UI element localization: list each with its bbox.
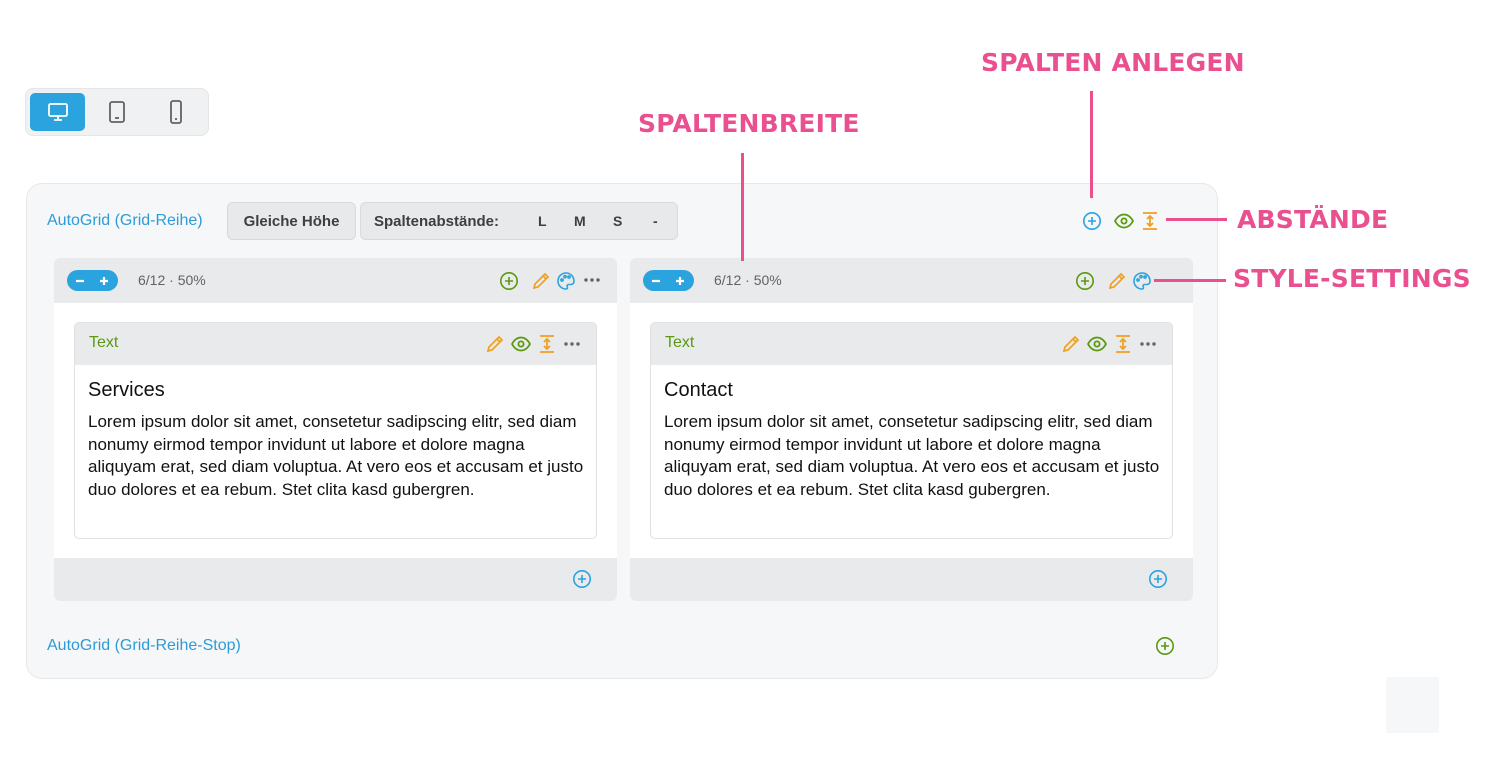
annotation-spaltenbreite: SPALTENBREITE xyxy=(638,109,860,138)
autogrid-container xyxy=(26,183,1218,679)
spacing-icon[interactable] xyxy=(1141,211,1159,231)
edit-pencil-icon[interactable] xyxy=(1061,334,1081,354)
more-options-icon[interactable] xyxy=(563,338,581,350)
tablet-view-button[interactable] xyxy=(89,93,144,131)
edit-pencil-icon[interactable] xyxy=(485,334,505,354)
element-body-text: Lorem ipsum dolor sit amet, consetetur sadipscing elitr, sed diam nonumy eirmod tempor invidunt ut labore et dolore magna aliquyam erat, sed diam voluptua. At vero eos et accusam et justo duo dolores et ea rebum. Stet clita kasd gubergren. xyxy=(88,412,584,499)
desktop-view-button[interactable] xyxy=(30,93,85,131)
style-palette-icon[interactable] xyxy=(556,271,576,291)
edit-pencil-icon[interactable] xyxy=(531,271,551,291)
text-element-card xyxy=(650,322,1173,539)
annotation-line xyxy=(1166,218,1227,221)
annotation-abstaende: ABSTÄNDE xyxy=(1237,205,1389,234)
column-gap-selector xyxy=(360,202,678,240)
element-header xyxy=(651,323,1172,365)
spacing-icon[interactable] xyxy=(1114,334,1132,354)
column-footer xyxy=(54,558,617,601)
column-width-stepper[interactable] xyxy=(67,270,118,291)
column-gap-label: Spaltenabstände: xyxy=(374,212,500,230)
annotation-spalten-anlegen: SPALTEN ANLEGEN xyxy=(981,48,1245,77)
column-footer xyxy=(630,558,1193,601)
add-element-icon[interactable] xyxy=(572,569,592,589)
column-header xyxy=(630,258,1193,303)
element-header xyxy=(75,323,596,365)
spacing-icon[interactable] xyxy=(538,334,556,354)
element-type-label: Text xyxy=(89,334,119,351)
annotation-style-settings: STYLE-SETTINGS xyxy=(1233,264,1471,293)
desktop-icon xyxy=(47,102,69,122)
edit-pencil-icon[interactable] xyxy=(1107,271,1127,291)
increase-width-icon[interactable] xyxy=(98,275,110,287)
element-type-label: Text xyxy=(665,334,695,351)
column-width-info: 6/12 · 50% xyxy=(714,272,782,288)
column-width-stepper[interactable] xyxy=(643,270,694,291)
style-palette-icon[interactable] xyxy=(1132,271,1152,291)
more-options-icon[interactable] xyxy=(583,274,601,286)
mobile-view-button[interactable] xyxy=(149,93,204,131)
annotation-line xyxy=(1154,279,1226,282)
decrease-width-icon[interactable] xyxy=(650,275,662,287)
decrease-width-icon[interactable] xyxy=(74,275,86,287)
add-element-icon[interactable] xyxy=(499,271,519,291)
add-row-icon[interactable] xyxy=(1155,636,1175,656)
placeholder-square xyxy=(1386,677,1439,733)
add-element-icon[interactable] xyxy=(1075,271,1095,291)
grid-row-label[interactable]: AutoGrid (Grid-Reihe) xyxy=(47,212,203,229)
equal-height-button[interactable]: Gleiche Höhe xyxy=(227,202,356,240)
gap-size-option[interactable]: S xyxy=(613,213,623,229)
mobile-icon xyxy=(169,99,183,125)
annotation-line xyxy=(1090,91,1093,198)
column-width-info: 6/12 · 50% xyxy=(138,272,206,288)
grid-row-stop-label[interactable]: AutoGrid (Grid-Reihe-Stop) xyxy=(47,637,241,654)
element-body-text: Lorem ipsum dolor sit amet, consetetur sadipscing elitr, sed diam nonumy eirmod tempor invidunt ut labore et dolore magna aliquyam erat, sed diam voluptua. At vero eos et accusam et justo duo dolores et ea rebum. Stet clita kasd gubergren. xyxy=(664,412,1160,499)
visibility-eye-icon[interactable] xyxy=(511,336,531,352)
gap-size-option[interactable]: - xyxy=(653,213,658,229)
more-options-icon[interactable] xyxy=(1139,338,1157,350)
gap-size-option[interactable]: L xyxy=(538,213,547,229)
visibility-eye-icon[interactable] xyxy=(1087,336,1107,352)
add-column-icon[interactable] xyxy=(1082,211,1102,231)
visibility-eye-icon[interactable] xyxy=(1114,213,1134,229)
annotation-line xyxy=(741,153,744,261)
grid-column xyxy=(630,258,1193,601)
add-element-icon[interactable] xyxy=(1148,569,1168,589)
element-title: Contact xyxy=(664,379,733,401)
gap-size-option[interactable]: M xyxy=(574,213,586,229)
device-switcher xyxy=(25,88,209,136)
element-title: Services xyxy=(88,379,165,401)
text-element-card xyxy=(74,322,597,539)
grid-column xyxy=(54,258,617,601)
increase-width-icon[interactable] xyxy=(674,275,686,287)
tablet-icon xyxy=(108,100,126,124)
column-header xyxy=(54,258,617,303)
